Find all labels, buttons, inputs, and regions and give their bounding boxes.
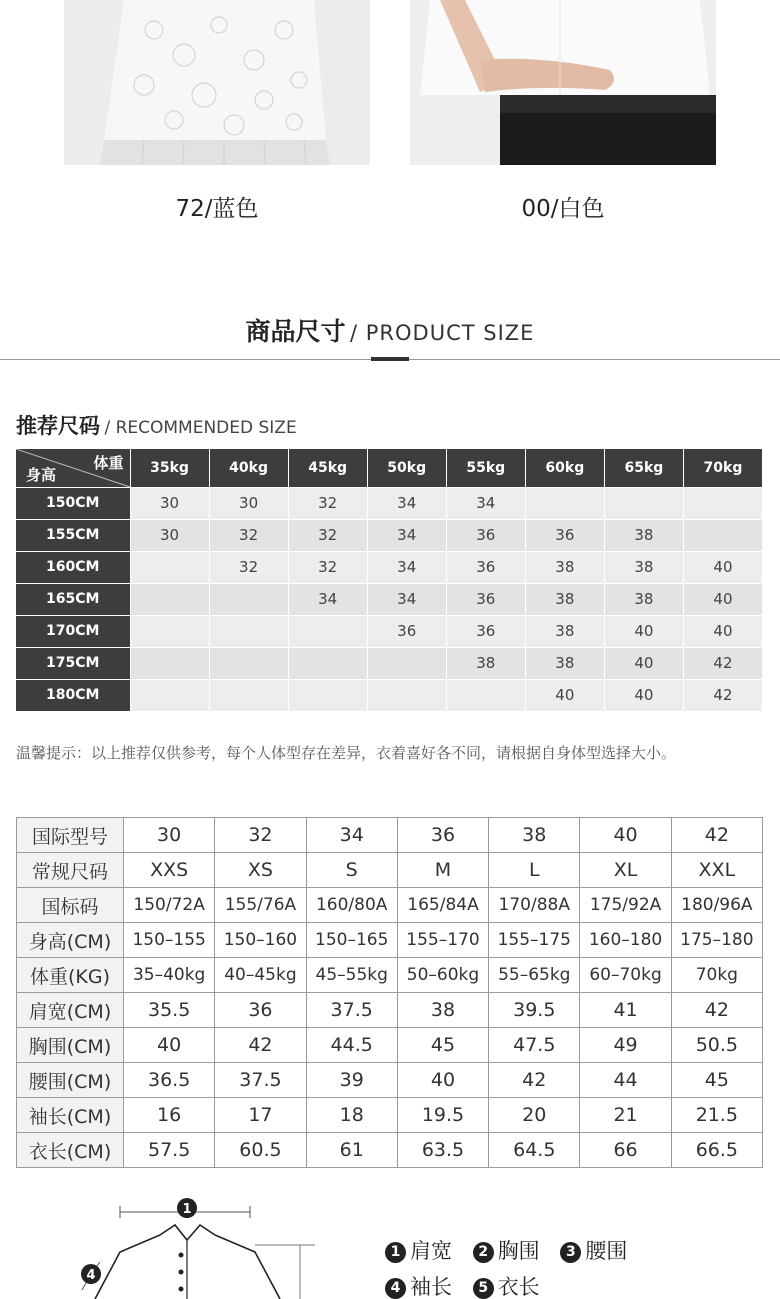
size-row-label: 衣长(CM) xyxy=(17,1133,124,1168)
size-cell: 38 xyxy=(446,647,525,679)
divider-accent xyxy=(371,357,409,361)
size-value-cell: 45 xyxy=(671,1063,762,1098)
size-cell: 34 xyxy=(367,487,446,519)
height-row-header: 165CM xyxy=(16,583,130,615)
table-row xyxy=(16,519,763,551)
size-value-cell: 41 xyxy=(580,993,671,1028)
size-cell xyxy=(288,647,367,679)
size-cell: 42 xyxy=(683,647,762,679)
weight-header: 45kg xyxy=(288,449,367,487)
table-row xyxy=(17,853,763,888)
recommended-heading-en: / RECOMMENDED SIZE xyxy=(104,418,297,438)
size-cell xyxy=(288,679,367,711)
size-cell: 36 xyxy=(446,519,525,551)
size-cell xyxy=(604,487,683,519)
size-value-cell: 39.5 xyxy=(489,993,580,1028)
table-row xyxy=(17,1098,763,1133)
table-row xyxy=(17,1063,763,1098)
table-row xyxy=(17,993,763,1028)
white-shirt-illustration xyxy=(410,0,716,165)
size-cell: 30 xyxy=(209,487,288,519)
size-row-label: 体重(KG) xyxy=(17,958,124,993)
legend-number: 4 xyxy=(385,1278,406,1299)
size-cell: 42 xyxy=(683,679,762,711)
size-value-cell: 21 xyxy=(580,1098,671,1133)
size-cell: 38 xyxy=(525,615,604,647)
size-row-label: 常规尺码 xyxy=(17,853,124,888)
size-value-cell: 66.5 xyxy=(671,1133,762,1168)
height-row-header: 175CM xyxy=(16,647,130,679)
size-cell: 40 xyxy=(683,615,762,647)
size-value-cell: 63.5 xyxy=(397,1133,488,1168)
size-cell: 40 xyxy=(604,647,683,679)
size-value-cell: 160/80A xyxy=(306,888,397,923)
size-row-label: 袖长(CM) xyxy=(17,1098,124,1133)
table-row xyxy=(16,551,763,583)
size-value-cell: 30 xyxy=(124,818,215,853)
swatch-label-white: 00/白色 xyxy=(521,196,605,222)
size-cell xyxy=(209,679,288,711)
size-row-label: 身高(CM) xyxy=(17,923,124,958)
legend-item-chest xyxy=(473,1235,540,1265)
recommended-size-table xyxy=(16,449,763,712)
size-row-label: 国际型号 xyxy=(17,818,124,853)
size-value-cell: 32 xyxy=(215,818,306,853)
weight-header: 70kg xyxy=(683,449,762,487)
size-value-cell: 150–155 xyxy=(124,923,215,958)
size-value-cell: 40 xyxy=(580,818,671,853)
diagram-marker: 1 xyxy=(182,1202,192,1217)
size-cell xyxy=(130,583,209,615)
height-row-header: 150CM xyxy=(16,487,130,519)
size-value-cell: XXL xyxy=(671,853,762,888)
recommended-header-row xyxy=(16,449,763,487)
corner-weight-label: 体重 xyxy=(93,454,124,472)
size-value-cell: 35–40kg xyxy=(124,958,215,993)
legend-number: 3 xyxy=(560,1242,581,1263)
size-cell: 34 xyxy=(367,519,446,551)
size-value-cell: 160–180 xyxy=(580,923,671,958)
height-row-header: 160CM xyxy=(16,551,130,583)
size-value-cell: 175–180 xyxy=(671,923,762,958)
table-row xyxy=(16,615,763,647)
size-value-cell: 50.5 xyxy=(671,1028,762,1063)
table-row xyxy=(17,958,763,993)
size-cell xyxy=(209,615,288,647)
legend-label: 腰围 xyxy=(585,1239,628,1263)
swatch-label-blue: 72/蓝色 xyxy=(175,196,259,222)
table-row xyxy=(17,818,763,853)
size-cell xyxy=(130,615,209,647)
weight-header: 40kg xyxy=(209,449,288,487)
height-row-header: 155CM xyxy=(16,519,130,551)
shirt-outline-icon xyxy=(60,1190,340,1299)
weight-header: 35kg xyxy=(130,449,209,487)
size-value-cell: 45–55kg xyxy=(306,958,397,993)
size-value-cell: 38 xyxy=(489,818,580,853)
legend-item-length xyxy=(473,1271,540,1299)
legend-item-shoulder xyxy=(385,1235,452,1265)
size-cell: 38 xyxy=(604,519,683,551)
size-value-cell: M xyxy=(397,853,488,888)
size-cell: 30 xyxy=(130,519,209,551)
size-value-cell: 155–170 xyxy=(397,923,488,958)
size-cell: 32 xyxy=(288,551,367,583)
size-cell: 40 xyxy=(683,551,762,583)
size-value-cell: 70kg xyxy=(671,958,762,993)
lace-skirt-illustration xyxy=(64,0,370,165)
size-cell: 40 xyxy=(604,615,683,647)
size-value-cell: 45 xyxy=(397,1028,488,1063)
size-cell: 36 xyxy=(446,551,525,583)
size-value-cell: 35.5 xyxy=(124,993,215,1028)
size-value-cell: XL xyxy=(580,853,671,888)
size-cell: 36 xyxy=(525,519,604,551)
size-chart-table xyxy=(16,817,763,1168)
size-value-cell: 49 xyxy=(580,1028,671,1063)
size-cell: 36 xyxy=(446,615,525,647)
legend-item-waist xyxy=(560,1235,627,1265)
size-value-cell: 40 xyxy=(124,1028,215,1063)
size-value-cell: 60.5 xyxy=(215,1133,306,1168)
size-cell: 40 xyxy=(525,679,604,711)
product-photo-lace-skirt xyxy=(64,0,370,165)
legend-item-sleeve xyxy=(385,1271,452,1299)
size-value-cell: 60–70kg xyxy=(580,958,671,993)
size-value-cell: 42 xyxy=(671,993,762,1028)
size-value-cell: 42 xyxy=(489,1063,580,1098)
legend-label: 衣长 xyxy=(497,1275,540,1299)
size-cell xyxy=(288,615,367,647)
table-row xyxy=(17,888,763,923)
size-cell xyxy=(446,679,525,711)
size-row-label: 国标码 xyxy=(17,888,124,923)
size-value-cell: 44 xyxy=(580,1063,671,1098)
size-cell xyxy=(209,583,288,615)
legend-label: 袖长 xyxy=(410,1275,452,1299)
legend-label: 肩宽 xyxy=(410,1239,452,1263)
size-value-cell: XS xyxy=(215,853,306,888)
recommended-heading xyxy=(16,410,297,440)
size-value-cell: 16 xyxy=(124,1098,215,1133)
product-photo-white-shirt xyxy=(410,0,716,165)
size-value-cell: 38 xyxy=(397,993,488,1028)
size-cell: 36 xyxy=(367,615,446,647)
weight-header: 50kg xyxy=(367,449,446,487)
size-cell xyxy=(367,647,446,679)
table-row xyxy=(16,583,763,615)
recommended-heading-cn: 推荐尺码 xyxy=(16,414,100,438)
size-cell xyxy=(130,551,209,583)
size-cell: 32 xyxy=(209,551,288,583)
size-cell: 34 xyxy=(446,487,525,519)
size-cell: 36 xyxy=(446,583,525,615)
size-value-cell: S xyxy=(306,853,397,888)
size-value-cell: 17 xyxy=(215,1098,306,1133)
size-value-cell: 37.5 xyxy=(306,993,397,1028)
size-cell xyxy=(130,647,209,679)
size-cell: 32 xyxy=(209,519,288,551)
size-value-cell: 42 xyxy=(671,818,762,853)
corner-height-label: 身高 xyxy=(26,465,57,484)
table-row xyxy=(16,647,763,679)
size-value-cell: 150–160 xyxy=(215,923,306,958)
size-cell: 34 xyxy=(288,583,367,615)
size-value-cell: 18 xyxy=(306,1098,397,1133)
table-row xyxy=(16,679,763,711)
size-cell xyxy=(683,519,762,551)
size-value-cell: 21.5 xyxy=(671,1098,762,1133)
size-cell: 40 xyxy=(683,583,762,615)
legend-label: 胸围 xyxy=(497,1239,540,1263)
size-cell: 38 xyxy=(525,551,604,583)
size-value-cell: 40 xyxy=(397,1063,488,1098)
size-cell: 38 xyxy=(525,583,604,615)
size-row-label: 腰围(CM) xyxy=(17,1063,124,1098)
size-row-label: 胸围(CM) xyxy=(17,1028,124,1063)
size-cell: 32 xyxy=(288,519,367,551)
size-cell xyxy=(683,487,762,519)
measure-legend-row-1 xyxy=(385,1235,641,1265)
size-value-cell: 150/72A xyxy=(124,888,215,923)
size-value-cell: L xyxy=(489,853,580,888)
size-value-cell: 36 xyxy=(215,993,306,1028)
size-cell: 34 xyxy=(367,551,446,583)
size-value-cell: XXS xyxy=(124,853,215,888)
measure-legend-row-2 xyxy=(385,1271,554,1299)
size-value-cell: 55–65kg xyxy=(489,958,580,993)
size-value-cell: 36.5 xyxy=(124,1063,215,1098)
section-title xyxy=(0,312,780,348)
size-value-cell: 20 xyxy=(489,1098,580,1133)
size-value-cell: 40–45kg xyxy=(215,958,306,993)
weight-header: 60kg xyxy=(525,449,604,487)
legend-number: 5 xyxy=(473,1278,494,1299)
size-value-cell: 61 xyxy=(306,1133,397,1168)
size-cell: 40 xyxy=(604,679,683,711)
size-cell: 30 xyxy=(130,487,209,519)
size-cell xyxy=(525,487,604,519)
size-row-label: 肩宽(CM) xyxy=(17,993,124,1028)
size-value-cell: 39 xyxy=(306,1063,397,1098)
size-cell xyxy=(367,679,446,711)
size-value-cell: 44.5 xyxy=(306,1028,397,1063)
size-cell: 32 xyxy=(288,487,367,519)
size-value-cell: 19.5 xyxy=(397,1098,488,1133)
size-value-cell: 175/92A xyxy=(580,888,671,923)
legend-number: 1 xyxy=(385,1242,406,1263)
table-row xyxy=(17,923,763,958)
size-value-cell: 64.5 xyxy=(489,1133,580,1168)
size-cell: 34 xyxy=(367,583,446,615)
size-cell: 38 xyxy=(604,583,683,615)
legend-number: 2 xyxy=(473,1242,494,1263)
size-value-cell: 37.5 xyxy=(215,1063,306,1098)
table-corner-cell xyxy=(16,449,130,487)
size-value-cell: 170/88A xyxy=(489,888,580,923)
size-value-cell: 66 xyxy=(580,1133,671,1168)
size-value-cell: 50–60kg xyxy=(397,958,488,993)
table-row xyxy=(16,487,763,519)
height-row-header: 180CM xyxy=(16,679,130,711)
size-value-cell: 42 xyxy=(215,1028,306,1063)
diagram-marker: 4 xyxy=(86,1268,96,1283)
size-cell: 38 xyxy=(604,551,683,583)
size-cell: 38 xyxy=(525,647,604,679)
section-title-en: / PRODUCT SIZE xyxy=(350,321,535,345)
size-value-cell: 36 xyxy=(397,818,488,853)
weight-header: 65kg xyxy=(604,449,683,487)
weight-header: 55kg xyxy=(446,449,525,487)
size-value-cell: 47.5 xyxy=(489,1028,580,1063)
measurement-diagram xyxy=(60,1190,340,1299)
size-value-cell: 34 xyxy=(306,818,397,853)
size-value-cell: 150–165 xyxy=(306,923,397,958)
table-row xyxy=(17,1028,763,1063)
size-cell xyxy=(209,647,288,679)
size-value-cell: 57.5 xyxy=(124,1133,215,1168)
size-value-cell: 165/84A xyxy=(397,888,488,923)
size-tip: 温馨提示：以上推荐仅供参考，每个人体型存在差异，衣着喜好各不同，请根据自身体型选择大小。 xyxy=(16,744,677,762)
size-value-cell: 155/76A xyxy=(215,888,306,923)
table-row xyxy=(17,1133,763,1168)
size-cell xyxy=(130,679,209,711)
height-row-header: 170CM xyxy=(16,615,130,647)
size-value-cell: 155–175 xyxy=(489,923,580,958)
size-value-cell: 180/96A xyxy=(671,888,762,923)
section-title-cn: 商品尺寸 xyxy=(245,317,346,346)
